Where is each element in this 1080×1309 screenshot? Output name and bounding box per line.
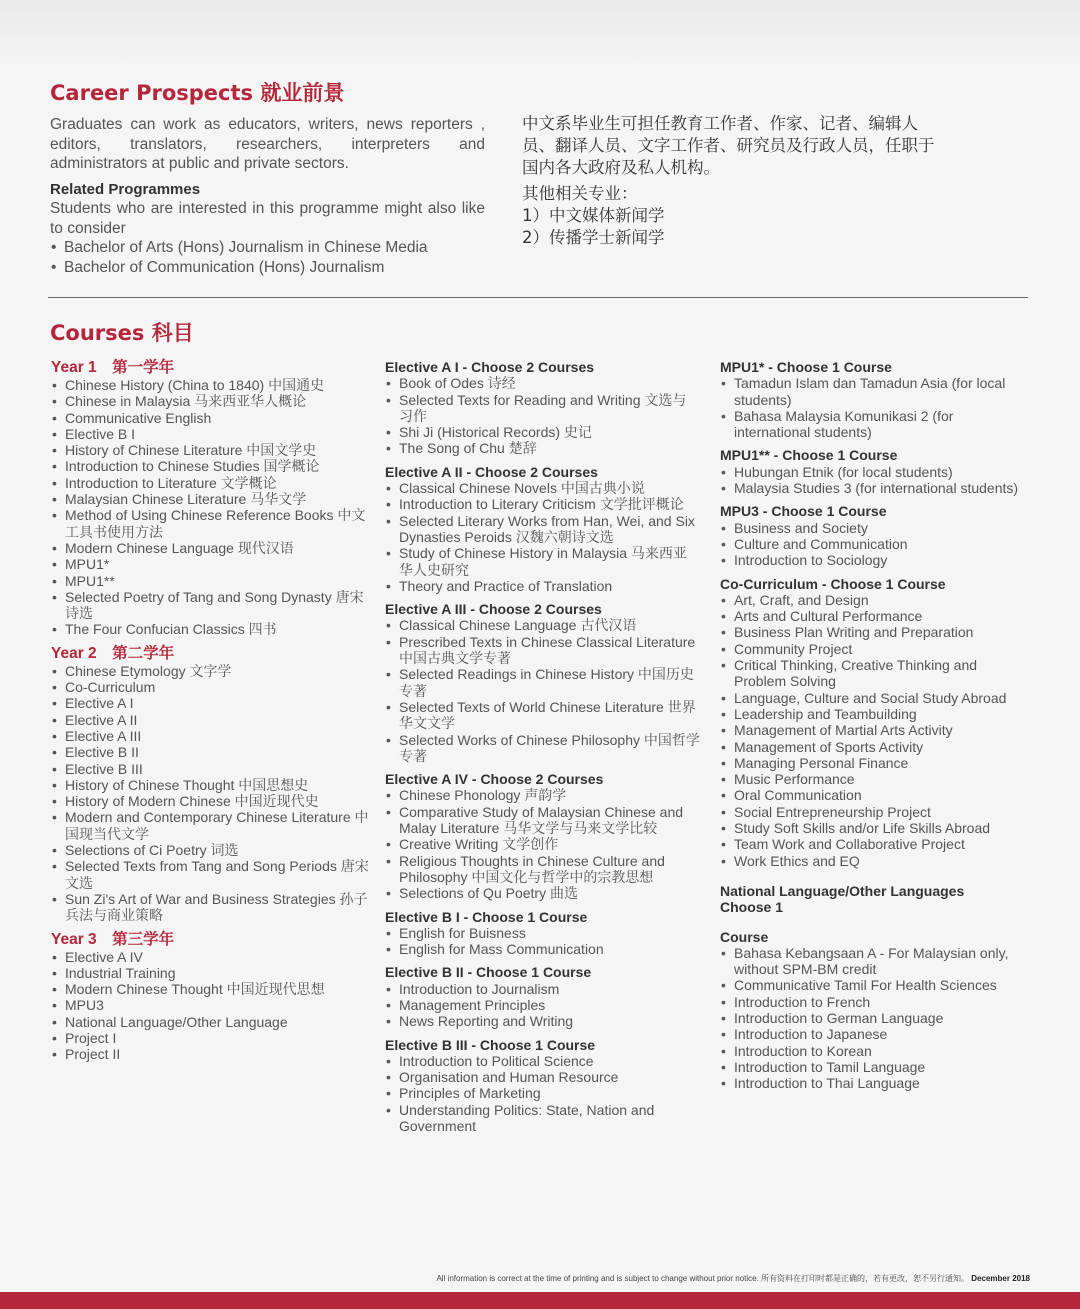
group-heading: Elective A II - Choose 2 Courses — [385, 463, 598, 480]
course-list — [385, 981, 700, 1030]
course-item: • Elective A II — [51, 712, 369, 728]
language-item: • Introduction to French — [720, 994, 1020, 1010]
course-item: • Book of Odes 诗经 — [385, 375, 700, 391]
course-group — [720, 359, 1020, 440]
group-heading: Elective B I - Choose 1 Course — [385, 908, 588, 925]
course-list — [385, 787, 700, 901]
course-group — [720, 447, 1020, 496]
language-item: • Introduction to Thai Language — [720, 1075, 1020, 1091]
course-item: • Team Work and Collaborative Project — [720, 836, 1020, 852]
course-item: • Selected Texts from Tang and Song Periods 唐宋文选 — [51, 858, 369, 891]
top-fade — [0, 0, 1080, 70]
course-item: • Introduction to Political Science — [385, 1053, 700, 1069]
course-list — [51, 949, 369, 1063]
course-group — [385, 464, 700, 594]
course-item: • Culture and Communication — [720, 536, 1020, 552]
course-group — [385, 601, 700, 764]
course-item: • Selected Readings in Chinese History 中国历史专著 — [385, 666, 700, 699]
course-list — [385, 617, 700, 764]
related-text: Students who are interested in this programme might also like to consider — [50, 200, 485, 237]
course-group — [385, 1037, 700, 1135]
course-item: • Bahasa Malaysia Komunikasi 2 (for international students) — [720, 408, 1020, 441]
course-item: • Chinese Etymology 文字学 — [51, 663, 369, 679]
course-list — [51, 377, 369, 638]
course-item: • Leadership and Teambuilding — [720, 706, 1020, 722]
col3-groups — [720, 359, 1020, 869]
course-item: • Shi Ji (Historical Records) 史记 — [385, 424, 700, 440]
course-item: • Managing Personal Finance — [720, 755, 1020, 771]
course-list — [720, 592, 1020, 869]
course-list — [385, 925, 700, 958]
courses-column-3 — [720, 359, 1020, 1098]
course-item: • History of Chinese Literature 中国文学史 — [51, 442, 369, 458]
course-group — [385, 964, 700, 1029]
course-item: • Introduction to Literary Criticism 文学批评概论 — [385, 496, 700, 512]
course-item: • Art, Craft, and Design — [720, 592, 1020, 608]
language-item: • Introduction to Japanese — [720, 1026, 1020, 1042]
zh-related-heading: 其他相关专业： — [522, 184, 638, 203]
course-item: • English for Mass Communication — [385, 941, 700, 957]
course-group — [385, 771, 700, 901]
course-item: • Elective B II — [51, 744, 369, 760]
course-list — [720, 464, 1020, 497]
course-item: • Introduction to Journalism — [385, 981, 700, 997]
group-heading: Co-Curriculum - Choose 1 Course — [720, 575, 946, 592]
group-heading: MPU1** - Choose 1 Course — [720, 447, 898, 464]
course-item: • Work Ethics and EQ — [720, 853, 1020, 869]
course-item: • Principles of Marketing — [385, 1085, 700, 1101]
course-item: • Elective A I — [51, 695, 369, 711]
courses-title: Courses 科目 — [50, 321, 194, 345]
course-item: • News Reporting and Writing — [385, 1013, 700, 1029]
course-item: • Method of Using Chinese Reference Books 中文工具书使用方法 — [51, 507, 369, 540]
career-en-text: Graduates can work as educators, writers, news reporters , editors, translators, researchers, interpreters and administrators at public and private sectors. — [50, 116, 485, 172]
course-item: • Community Project — [720, 641, 1020, 657]
course-list — [385, 480, 700, 594]
divider — [48, 297, 1028, 298]
language-heading: National Language/Other Languages — [720, 882, 965, 899]
language-item: • Communicative Tamil For Health Sciences — [720, 977, 1020, 993]
footer — [436, 1273, 1030, 1284]
course-group — [385, 909, 700, 958]
course-list — [385, 375, 700, 456]
course-group — [720, 576, 1020, 869]
course-item: • MPU1** — [51, 573, 369, 589]
course-item: • The Four Confucian Classics 四书 — [51, 621, 369, 637]
group-heading: Year 3 第三学年 — [51, 930, 175, 948]
course-item: • Study Soft Skills and/or Life Skills Abroad — [720, 820, 1020, 836]
group-heading: Elective A III - Choose 2 Courses — [385, 601, 602, 618]
course-item: • Introduction to Chinese Studies 国学概论 — [51, 458, 369, 474]
language-heading-course: Course — [720, 928, 769, 945]
course-item: • History of Modern Chinese 中国近现代史 — [51, 793, 369, 809]
course-item: • Malaysian Chinese Literature 马华文学 — [51, 491, 369, 507]
course-item: • Co-Curriculum — [51, 679, 369, 695]
course-item: • Classical Chinese Language 古代汉语 — [385, 617, 700, 633]
course-item: • Project I — [51, 1030, 369, 1046]
course-item: • The Song of Chu 楚辞 — [385, 440, 700, 456]
course-item: • Comparative Study of Malaysian Chinese and Malay Literature 马华文学与马来文学比较 — [385, 804, 700, 837]
course-item: • Chinese in Malaysia 马来西亚华人概论 — [51, 393, 369, 409]
course-item: • MPU3 — [51, 997, 369, 1013]
course-item: • Introduction to Literature 文学概论 — [51, 475, 369, 491]
bottom-bar — [0, 1292, 1080, 1309]
course-item: • Elective A IV — [51, 949, 369, 965]
spacer — [720, 916, 1020, 929]
course-item: • Music Performance — [720, 771, 1020, 787]
group-heading: Year 1 第一学年 — [51, 359, 175, 376]
course-item: • Organisation and Human Resource — [385, 1069, 700, 1085]
related-item: • Bachelor of Communication (Hons) Journalism — [50, 258, 485, 278]
related-list — [50, 238, 485, 277]
course-list — [51, 663, 369, 924]
course-item: • Modern Chinese Thought 中国近现代思想 — [51, 981, 369, 997]
footer-note: All information is correct at the time of printing and is subject to change without prior notice. 所有资料在打印时都是正确的，若有更改，恕不另行通知。 — [436, 1274, 970, 1283]
course-item: • Selections of Qu Poetry 曲选 — [385, 885, 700, 901]
course-item: • Chinese History (China to 1840) 中国通史 — [51, 377, 369, 393]
course-list — [720, 375, 1020, 440]
course-item: • National Language/Other Language — [51, 1014, 369, 1030]
course-item: • Selected Texts for Reading and Writing 文选与习作 — [385, 392, 700, 425]
course-item: • Understanding Politics: State, Nation and Government — [385, 1102, 700, 1135]
course-item: • Management of Martial Arts Activity — [720, 722, 1020, 738]
course-item: • Industrial Training — [51, 965, 369, 981]
course-item: • Study of Chinese History in Malaysia 马来西亚华人史研究 — [385, 545, 700, 578]
group-heading: Elective A I - Choose 2 Courses — [385, 359, 595, 375]
course-group — [51, 645, 369, 924]
footer-date: December 2018 — [971, 1274, 1030, 1283]
course-group — [51, 359, 369, 638]
course-group — [720, 503, 1020, 568]
course-item: • Modern Chinese Language 现代汉语 — [51, 540, 369, 556]
course-item: • Selected Poetry of Tang and Song Dynasty 唐宋诗选 — [51, 589, 369, 622]
course-item: • Elective B I — [51, 426, 369, 442]
career-en — [50, 115, 485, 277]
language-item: • Introduction to Tamil Language — [720, 1059, 1020, 1075]
course-item: • Prescribed Texts in Chinese Classical Literature 中国古典文学专著 — [385, 634, 700, 667]
zh-related-item: 2）传播学士新闻学 — [522, 228, 665, 247]
course-item: • Language, Culture and Social Study Abroad — [720, 690, 1020, 706]
group-heading: Elective B II - Choose 1 Course — [385, 964, 592, 981]
course-item: • Introduction to Sociology — [720, 552, 1020, 568]
courses-column-2 — [385, 359, 700, 1141]
course-item: • Modern and Contemporary Chinese Literature 中国现当代文学 — [51, 809, 369, 842]
course-item: • Elective A III — [51, 728, 369, 744]
career-title: Career Prospects 就业前景 — [50, 81, 345, 105]
course-list — [720, 520, 1020, 569]
group-heading: Elective B III - Choose 1 Course — [385, 1036, 596, 1053]
course-item: • Religious Thoughts in Chinese Culture and Philosophy 中国文化与哲学中的宗教思想 — [385, 853, 700, 886]
group-heading: Elective A IV - Choose 2 Courses — [385, 771, 604, 788]
language-item: • Bahasa Kebangsaan A - For Malaysian only, without SPM-BM credit — [720, 945, 1020, 978]
course-item: • Management of Sports Activity — [720, 739, 1020, 755]
course-item: • Arts and Cultural Performance — [720, 608, 1020, 624]
course-item: • Selections of Ci Poetry 词选 — [51, 842, 369, 858]
course-item: • Selected Literary Works from Han, Wei, and Six Dynasties Peroids 汉魏六朝诗文选 — [385, 513, 700, 546]
course-item: • Business Plan Writing and Preparation — [720, 624, 1020, 640]
course-item: • History of Chinese Thought 中国思想史 — [51, 777, 369, 793]
course-item: • Project II — [51, 1046, 369, 1062]
course-item: • Critical Thinking, Creative Thinking and Problem Solving — [720, 657, 1020, 690]
courses-column-1 — [51, 359, 369, 1070]
course-item: • Elective B III — [51, 761, 369, 777]
course-item: • Selected Texts of World Chinese Literature 世界华文文学 — [385, 699, 700, 732]
related-heading: Related Programmes — [50, 180, 201, 198]
course-item: • Selected Works of Chinese Philosophy 中国哲学专著 — [385, 732, 700, 765]
course-item: • Theory and Practice of Translation — [385, 578, 700, 594]
language-list — [720, 945, 1020, 1092]
course-item: • Chinese Phonology 声韵学 — [385, 787, 700, 803]
language-group — [720, 883, 1020, 1092]
course-item: • Creative Writing 文学创作 — [385, 836, 700, 852]
course-item: • Business and Society — [720, 520, 1020, 536]
course-item: • Malaysia Studies 3 (for international students) — [720, 480, 1020, 496]
course-item: • Classical Chinese Novels 中国古典小说 — [385, 480, 700, 496]
language-item: • Introduction to Korean — [720, 1043, 1020, 1059]
group-heading: Year 2 第二学年 — [51, 644, 175, 662]
group-heading: MPU1* - Choose 1 Course — [720, 359, 892, 375]
course-item: • Management Principles — [385, 997, 700, 1013]
course-item: • MPU1* — [51, 556, 369, 572]
course-item: • Oral Communication — [720, 787, 1020, 803]
course-group — [51, 931, 369, 1063]
related-item: • Bachelor of Arts (Hons) Journalism in Chinese Media — [50, 238, 485, 258]
course-item: • Hubungan Etnik (for local students) — [720, 464, 1020, 480]
course-item: • Tamadun Islam dan Tamadun Asia (for local students) — [720, 375, 1020, 408]
course-item: • Social Entrepreneurship Project — [720, 804, 1020, 820]
course-group — [385, 359, 700, 457]
career-zh — [522, 113, 942, 249]
course-item: • Sun Zi's Art of War and Business Strategies 孙子兵法与商业策略 — [51, 891, 369, 924]
course-item: • English for Buisness — [385, 925, 700, 941]
language-item: • Introduction to German Language — [720, 1010, 1020, 1026]
group-heading: MPU3 - Choose 1 Course — [720, 503, 887, 520]
language-heading-choose: Choose 1 — [720, 899, 784, 916]
course-list — [385, 1053, 700, 1134]
career-zh-text: 中文系毕业生可担任教育工作者、作家、记者、编辑人员、翻译人员、文字工作者、研究员及行政人员，任职于国内各大政府及私人机构。 — [522, 114, 935, 177]
course-item: • Communicative English — [51, 410, 369, 426]
zh-related-item: 1）中文媒体新闻学 — [522, 206, 665, 225]
